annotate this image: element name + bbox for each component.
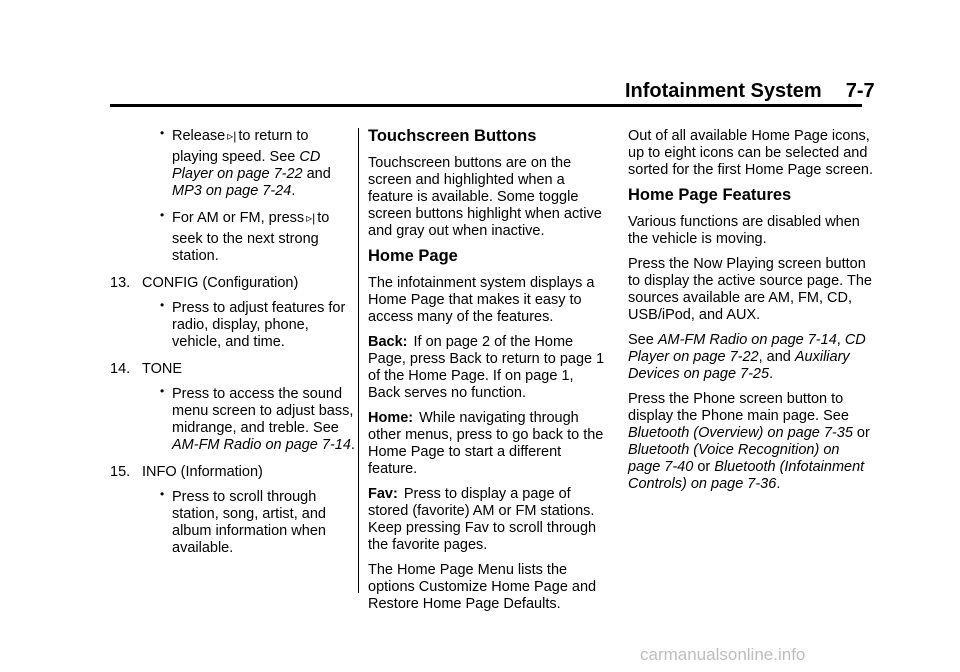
paragraph: Out of all available Home Page icons, up to eight icons can be selected and sorted for the first Home Page screen.	[628, 128, 873, 178]
bullet-icon: •	[160, 126, 165, 140]
header-rule	[110, 104, 862, 107]
paragraph: The infotainment system displays a Home Page that makes it easy to access many of the features.	[368, 275, 595, 325]
section-title: Infotainment System	[625, 80, 822, 102]
link-cd-player[interactable]: CD Player on page 7-22	[172, 149, 321, 182]
paragraph-phone: Press the Phone screen button to display the Phone main page. See Bluetooth (Overview) on page 7-35 or Bluetooth (Voice Recognition) on page 7-40 or Bluetooth (Infotainment Controls) on page 7-36.	[628, 391, 870, 492]
bullet-icon: •	[160, 298, 165, 312]
paragraph-home: Home: While navigating through other menus, press to go back to the Home Page to start a different feature.	[368, 410, 604, 477]
numbered-item-13: 13. CONFIG (Configuration)	[110, 275, 299, 291]
heading-home-page: Home Page	[368, 247, 458, 265]
list-item: • Release ▹| to return to playing speed. See CD Player on page 7-22 and MP3 on page 7-24.	[160, 126, 331, 199]
page-number: 7-7	[845, 80, 875, 102]
bullet-icon: •	[160, 208, 165, 222]
paragraph-fav: Fav: Press to display a page of stored (favorite) AM or FM stations. Keep pressing Fav to scroll through the favorite pages.	[368, 486, 597, 553]
column-1	[110, 128, 355, 567]
paragraph: Press the Now Playing screen button to display the active source page. The sources available are AM, FM, CD, USB/iPod, and AUX.	[628, 256, 872, 323]
numbered-item-15: 15. INFO (Information)	[110, 464, 263, 480]
link-am-fm-radio[interactable]: AM-FM Radio on page 7-14	[172, 437, 351, 453]
paragraph-see-also: See AM-FM Radio on page 7-14, CD Player on page 7-22, and Auxiliary Devices on page 7-25.	[628, 332, 866, 382]
list-item: • Press to scroll through station, song, artist, and album information when available.	[160, 487, 326, 556]
paragraph: Various functions are disabled when the vehicle is moving.	[628, 214, 860, 247]
column-2	[368, 128, 608, 621]
link-am-fm-radio[interactable]: AM-FM Radio on page 7-14	[657, 332, 837, 348]
column-3	[628, 128, 873, 501]
numbered-item-14: 14. TONE	[110, 361, 183, 377]
link-bluetooth-infotainment-controls[interactable]: Bluetooth (Infotainment Controls) on page 7-36	[628, 459, 865, 492]
page-header	[625, 80, 875, 103]
bullet-icon: •	[160, 384, 165, 398]
list-item: • For AM or FM, press ▹| to seek to the next strong station.	[160, 208, 330, 264]
paragraph: Touchscreen buttons are on the screen and highlighted when a feature is available. Some toggle screen buttons highlight when active and gray out when inactive.	[368, 155, 602, 239]
list-item: • Press to access the sound menu screen to adjust bass, midrange, and treble. See AM-FM Radio on page 7-14.	[160, 384, 355, 453]
bullet-icon: •	[160, 487, 165, 501]
paragraph-back: Back: If on page 2 of the Home Page, press Back to return to page 1 of the Home Page. If on page 1, Back serves no function.	[368, 334, 605, 401]
link-mp3[interactable]: MP3 on page 7-24	[172, 183, 292, 199]
link-bluetooth-overview[interactable]: Bluetooth (Overview) on page 7-35	[628, 425, 853, 441]
heading-touchscreen-buttons: Touchscreen Buttons	[368, 127, 537, 145]
link-bluetooth-voice-recognition[interactable]: Bluetooth (Voice Recognition) on page 7-40	[628, 442, 840, 475]
list-item: • Press to adjust features for radio, display, phone, vehicle, and time.	[160, 298, 346, 350]
seek-forward-icon: ▹|	[227, 129, 237, 143]
column-divider	[358, 128, 359, 593]
paragraph: The Home Page Menu lists the options Customize Home Page and Restore Home Page Defaults.	[368, 562, 597, 612]
link-auxiliary-devices[interactable]: Auxiliary Devices on page 7-25	[628, 349, 850, 382]
watermark: carmanualsonline.info	[640, 645, 806, 664]
link-cd-player[interactable]: CD Player on page 7-22	[628, 332, 866, 365]
seek-forward-icon: ▹|	[306, 211, 316, 225]
heading-home-page-features: Home Page Features	[628, 186, 792, 204]
